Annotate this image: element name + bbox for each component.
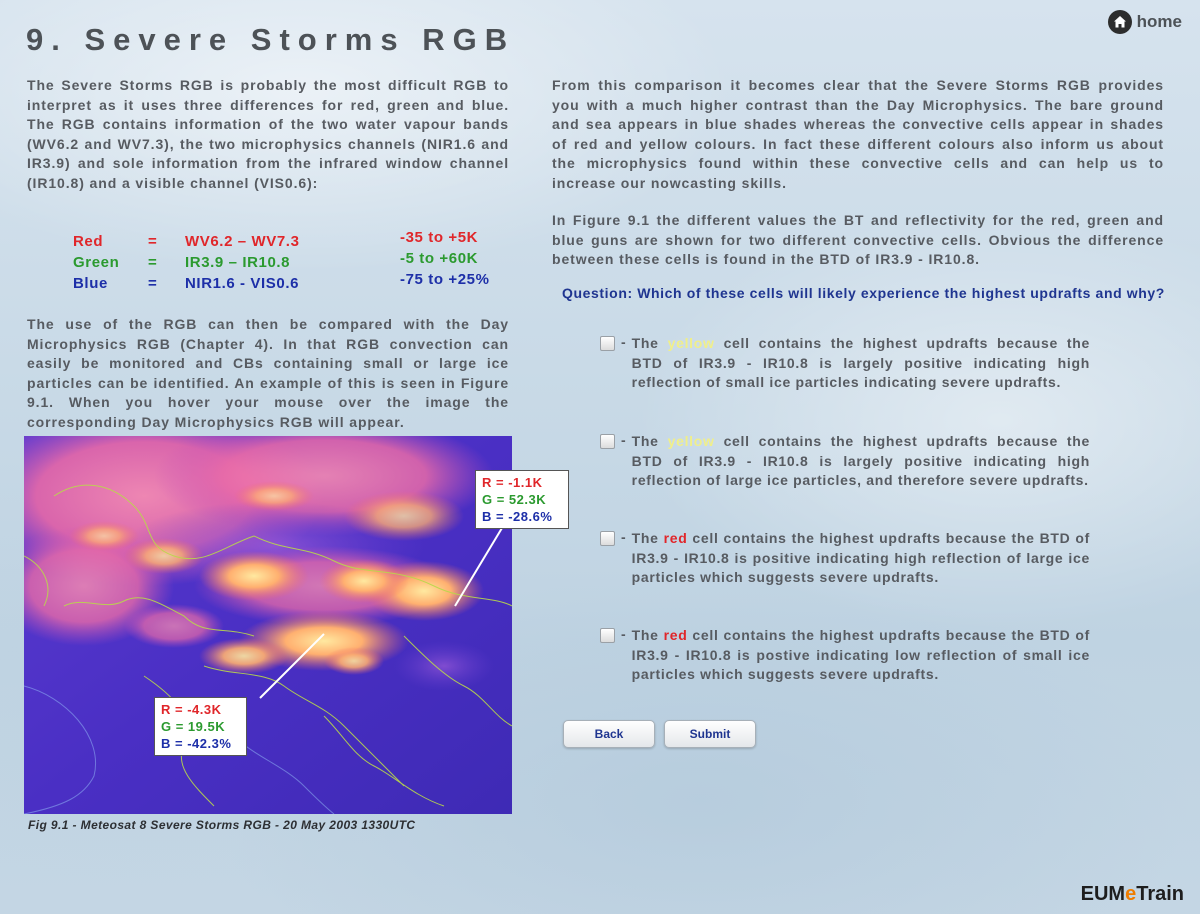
recipe-green-channel: Green: [73, 254, 120, 271]
answer-option-2[interactable]: [600, 432, 1090, 491]
recipe-green-range: -5 to +60K: [400, 250, 479, 267]
answer-checkbox-3[interactable]: [600, 531, 615, 546]
answer-option-3[interactable]: [600, 529, 1090, 588]
option-dash: -: [621, 529, 626, 545]
answer-checkbox-1[interactable]: [600, 336, 615, 351]
recipe-green-formula: IR3.9 – IR10.8: [185, 254, 291, 271]
recipe-green-equals: =: [148, 254, 158, 271]
recipe-blue-channel: Blue: [73, 275, 108, 292]
quiz-question: Question: Which of these cells will likely experience the highest updrafts and why?: [562, 285, 1165, 301]
answer-checkbox-2[interactable]: [600, 434, 615, 449]
submit-button[interactable]: Submit: [664, 720, 756, 748]
figure-caption: Fig 9.1 - Meteosat 8 Severe Storms RGB - 20 May 2003 1330UTC: [28, 818, 416, 832]
callout-g-value: G = 52.3K: [482, 492, 547, 507]
answer-text-1: The yellow cell contains the highest updrafts because the BTD of IR3.9 - IR10.8 is largely positive indicating high reflection of small ice particles indicating severe updrafts.: [631, 335, 1090, 390]
callout-b-value: B = -42.3%: [161, 736, 232, 751]
callout-g-value: G = 19.5K: [161, 719, 226, 734]
callout-b-value: B = -28.6%: [482, 509, 553, 524]
recipe-blue-formula: NIR1.6 - VIS0.6: [185, 275, 300, 292]
callout-red-cell: [154, 697, 247, 756]
callout-r-value: R = -4.3K: [161, 702, 222, 717]
option-dash: -: [621, 432, 626, 448]
answer-checkbox-4[interactable]: [600, 628, 615, 643]
answer-text-4: The red cell contains the highest updrafts because the BTD of IR3.9 - IR10.8 is postive indicating low reflection of small ice particles which suggests severe updrafts.: [631, 627, 1090, 682]
recipe-red-range: -35 to +5K: [400, 229, 479, 246]
recipe-blue-equals: =: [148, 275, 158, 292]
home-label: home: [1136, 12, 1182, 31]
recipe-red-formula: WV6.2 – WV7.3: [185, 233, 300, 250]
satellite-image[interactable]: [24, 436, 512, 814]
satellite-image-svg: [24, 436, 512, 814]
comparison-paragraph-1: From this comparison it becomes clear that the Severe Storms RGB provides you with a much higher contrast than the Day Microphysics. The bare ground and sea appears in blue shades whereas the convective cells appear in shades of red and yellow colours. In fact these different colours also inform us about the microphysics found within these convective cells and can help us to increase our nowcasting skills.: [552, 77, 1164, 191]
answer-option-1[interactable]: [600, 334, 1090, 393]
home-icon: [1108, 10, 1132, 34]
answer-text-3: The red cell contains the highest updrafts because the BTD of IR3.9 - IR10.8 is positive indicating high reflection of large ice particles which suggests severe updrafts.: [631, 530, 1090, 585]
highlight-red: red: [663, 530, 688, 546]
page-title: 9. Severe Storms RGB: [26, 22, 516, 57]
back-button[interactable]: Back: [563, 720, 655, 748]
highlight-yellow: yellow: [667, 433, 715, 449]
answer-text-2: The yellow cell contains the highest updrafts because the BTD of IR3.9 - IR10.8 is largely positive indicating high reflection of large ice particles, and therefore severe updrafts.: [631, 433, 1090, 488]
callout-r-value: R = -1.1K: [482, 475, 543, 490]
intro-paragraph-1: The Severe Storms RGB is probably the most difficult RGB to interpret as it uses three differences for red, green and blue. The RGB contains information of the two water vapour bands (WV6.2 and WV7.3), the two microphysics channels (NIR1.6 and IR3.9) and sole information from the infrared window channel (IR10.8) and a visible channel (VIS0.6):: [27, 77, 509, 191]
eumetrain-logo: EUMeTrain: [1080, 883, 1184, 905]
recipe-blue-range: -75 to +25%: [400, 271, 490, 288]
comparison-paragraph-2: In Figure 9.1 the different values the BT and reflectivity for the red, green and blue guns are shown for two different convective cells. Obvious the difference between these cells is found in the BTD of IR3.9 - IR10.8.: [552, 212, 1164, 267]
answer-option-4[interactable]: [600, 626, 1090, 685]
option-dash: -: [621, 626, 626, 642]
highlight-yellow: yellow: [667, 335, 715, 351]
callout-yellow-cell: [475, 470, 569, 529]
intro-paragraph-2: The use of the RGB can then be compared with the Day Microphysics RGB (Chapter 4). In that RGB convection can easily be monitored and CBs containing small or large ice particles can be identified. An example of this is seen in Figure 9.1. When you hover your mouse over the image the corresponding Day Microphysics RGB will appear.: [27, 316, 509, 430]
recipe-red-equals: =: [148, 233, 158, 250]
home-button[interactable]: [1108, 10, 1182, 34]
highlight-red: red: [663, 627, 688, 643]
option-dash: -: [621, 334, 626, 350]
recipe-red-channel: Red: [73, 233, 104, 250]
